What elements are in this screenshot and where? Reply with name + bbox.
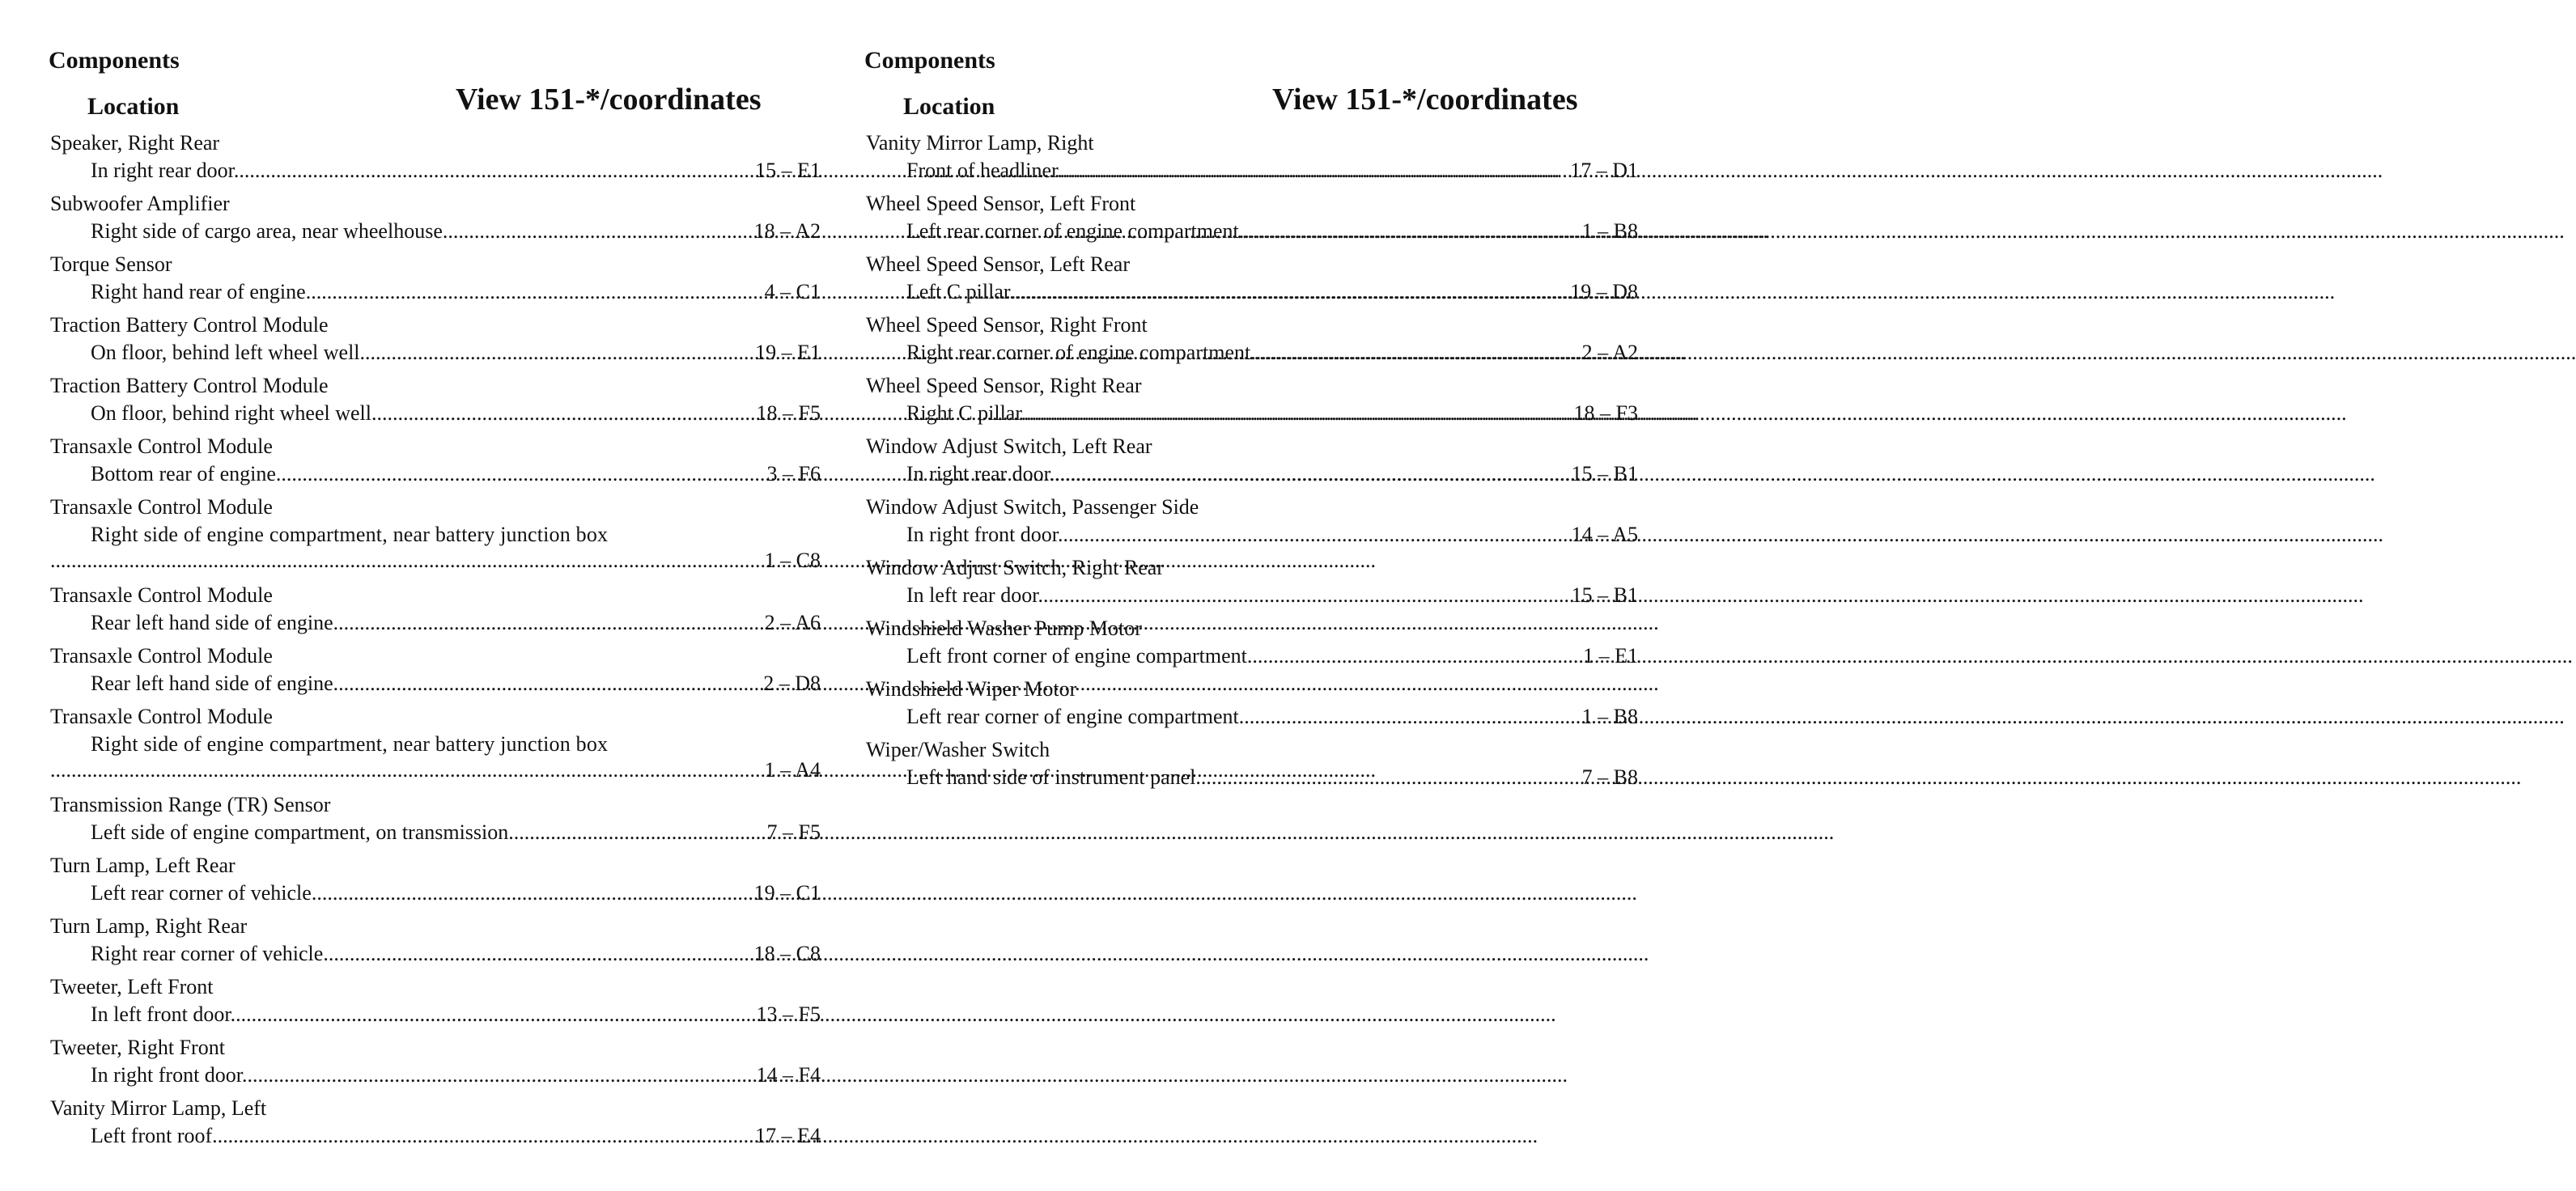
component-name: Windshield Washer Pump Motor — [866, 617, 1142, 640]
view-coordinate: 3 – F6 — [766, 462, 821, 485]
component-location: In left front door ..... — [91, 1002, 698, 1028]
view-coordinate: 7 – F5 — [766, 820, 821, 844]
view-coordinates-heading: View 151-*/coordinates — [456, 83, 762, 117]
view-coordinate: 1 – C8 — [764, 549, 821, 572]
component-location: Right C pillar ..... — [906, 401, 1513, 427]
list-item — [47, 850, 821, 911]
view-coordinate: 1 – A4 — [764, 758, 821, 782]
list-item — [863, 492, 1638, 553]
list-item — [47, 972, 821, 1032]
component-name: Traction Battery Control Module — [50, 313, 329, 337]
component-name: Traction Battery Control Module — [50, 374, 329, 397]
component-name: Window Adjust Switch, Left Rear — [866, 434, 1152, 458]
list-item — [863, 371, 1638, 431]
component-name: Window Adjust Switch, Right Rear — [866, 556, 1164, 579]
view-coordinate: 15 – B1 — [1571, 462, 1638, 485]
list-item — [47, 641, 821, 701]
location-heading: Location — [903, 93, 995, 120]
component-location: In left rear door ..... — [906, 583, 1513, 609]
component-name: Transaxle Control Module — [50, 495, 273, 519]
component-location: Right rear corner of engine compartment ..... — [906, 341, 1513, 367]
view-coordinate: 13 – F5 — [756, 1002, 821, 1026]
list-item — [47, 580, 821, 641]
list-item — [47, 431, 821, 492]
component-name: Torque Sensor — [50, 252, 172, 276]
view-coordinate: 19 – D8 — [1570, 280, 1638, 303]
component-location: Right side of cargo area, near wheelhouse ..... — [91, 219, 698, 245]
view-coordinate: 18 – C8 — [753, 942, 821, 965]
view-coordinate: 19 – C1 — [753, 881, 821, 905]
component-name: Vanity Mirror Lamp, Right — [866, 131, 1094, 155]
components-heading: Components — [864, 47, 995, 74]
component-name: Vanity Mirror Lamp, Left — [50, 1096, 267, 1120]
list-item — [863, 128, 1638, 189]
component-location: Left rear corner of engine compartment ..... — [906, 705, 1513, 731]
component-location: On floor, behind left wheel well ..... — [91, 341, 698, 367]
list-item — [47, 492, 821, 580]
list-item — [863, 249, 1638, 310]
view-coordinate: 7 – B8 — [1581, 765, 1638, 789]
component-location: In right rear door ..... — [91, 159, 698, 184]
component-name: Window Adjust Switch, Passenger Side — [866, 495, 1199, 519]
components-heading: Components — [49, 47, 180, 74]
view-coordinate: 1 – B8 — [1581, 219, 1638, 243]
view-coordinate: 18 – F5 — [756, 401, 821, 425]
component-location: Right side of engine compartment, near battery junction box — [91, 732, 609, 756]
component-name: Tweeter, Left Front — [50, 975, 214, 998]
view-coordinate: 2 – A6 — [764, 611, 821, 634]
location-heading: Location — [87, 93, 180, 120]
component-name: Transmission Range (TR) Sensor — [50, 793, 331, 816]
component-name: Tweeter, Right Front — [50, 1036, 225, 1059]
view-coordinates-heading: View 151-*/coordinates — [1272, 83, 1578, 117]
component-location: In right front door ..... — [91, 1063, 698, 1089]
component-location: In right rear door ..... — [906, 462, 1513, 488]
component-location: Left rear corner of engine compartment ..... — [906, 219, 1513, 245]
dot-leader — [50, 549, 618, 574]
list-item — [47, 911, 821, 972]
component-location: Right hand rear of engine ..... — [91, 280, 698, 306]
component-name: Subwoofer Amplifier — [50, 192, 230, 215]
list-item — [47, 701, 821, 790]
component-name: Transaxle Control Module — [50, 705, 273, 728]
list-item — [47, 371, 821, 431]
list-item — [47, 790, 821, 850]
dot-leader — [50, 758, 618, 784]
component-name: Transaxle Control Module — [50, 583, 273, 607]
view-coordinate: 1 – B8 — [1581, 705, 1638, 728]
component-location: Left front corner of engine compartment ..... — [906, 644, 1513, 670]
component-location: Left front roof ..... — [91, 1124, 698, 1150]
view-coordinate: 14 – A5 — [1571, 523, 1638, 546]
component-list — [47, 128, 821, 1154]
component-name: Wheel Speed Sensor, Right Front — [866, 313, 1148, 337]
component-location: Left C pillar ..... — [906, 280, 1513, 306]
view-coordinate: 2 – A2 — [1581, 341, 1638, 364]
component-location: Bottom rear of engine ..... — [91, 462, 698, 488]
list-item — [47, 128, 821, 189]
list-item — [863, 431, 1638, 492]
list-item — [47, 189, 821, 249]
view-coordinate: 17 – D1 — [1570, 159, 1638, 182]
view-coordinate: 15 – E1 — [755, 159, 821, 182]
component-name: Wheel Speed Sensor, Right Rear — [866, 374, 1142, 397]
view-coordinate: 4 – C1 — [764, 280, 821, 303]
component-location: Left side of engine compartment, on transmission ..... — [91, 820, 698, 846]
list-item — [863, 613, 1638, 674]
view-coordinate: 18 – A2 — [753, 219, 821, 243]
list-item — [863, 189, 1638, 249]
list-item — [863, 553, 1638, 613]
list-item — [47, 1093, 821, 1154]
view-coordinate: 19 – E1 — [755, 341, 821, 364]
list-item — [47, 249, 821, 310]
component-name: Speaker, Right Rear — [50, 131, 220, 155]
view-coordinate: 15 – B1 — [1571, 583, 1638, 607]
component-location: Right rear corner of vehicle ..... — [91, 942, 698, 968]
view-coordinate: 2 – D8 — [763, 672, 821, 695]
component-location: Rear left hand side of engine ..... — [91, 611, 698, 637]
view-coordinate: 14 – F4 — [756, 1063, 821, 1087]
view-coordinate: 1 – E1 — [1583, 644, 1638, 668]
component-list — [863, 128, 1638, 795]
component-location: Front of headliner ..... — [906, 159, 1513, 184]
component-location: Rear left hand side of engine ..... — [91, 672, 698, 697]
component-name: Turn Lamp, Left Rear — [50, 854, 236, 877]
component-name: Wiper/Washer Switch — [866, 738, 1050, 761]
list-item — [863, 735, 1638, 795]
component-location: Left rear corner of vehicle ..... — [91, 881, 698, 907]
view-coordinate: 17 – E4 — [755, 1124, 821, 1147]
component-name: Transaxle Control Module — [50, 434, 273, 458]
component-name: Wheel Speed Sensor, Left Front — [866, 192, 1136, 215]
component-location: On floor, behind right wheel well ..... — [91, 401, 698, 427]
component-name: Wheel Speed Sensor, Left Rear — [866, 252, 1131, 276]
component-location: Left hand side of instrument panel ..... — [906, 765, 1513, 791]
list-item — [47, 310, 821, 371]
view-coordinate: 18 – F3 — [1573, 401, 1638, 425]
list-item — [863, 310, 1638, 371]
component-name: Transaxle Control Module — [50, 644, 273, 668]
component-location: Right side of engine compartment, near battery junction box — [91, 523, 609, 546]
component-location: In right front door ..... — [906, 523, 1513, 549]
component-name: Turn Lamp, Right Rear — [50, 914, 248, 938]
list-item — [863, 674, 1638, 735]
component-name: Windshield Wiper Motor — [866, 677, 1077, 701]
list-item — [47, 1032, 821, 1093]
